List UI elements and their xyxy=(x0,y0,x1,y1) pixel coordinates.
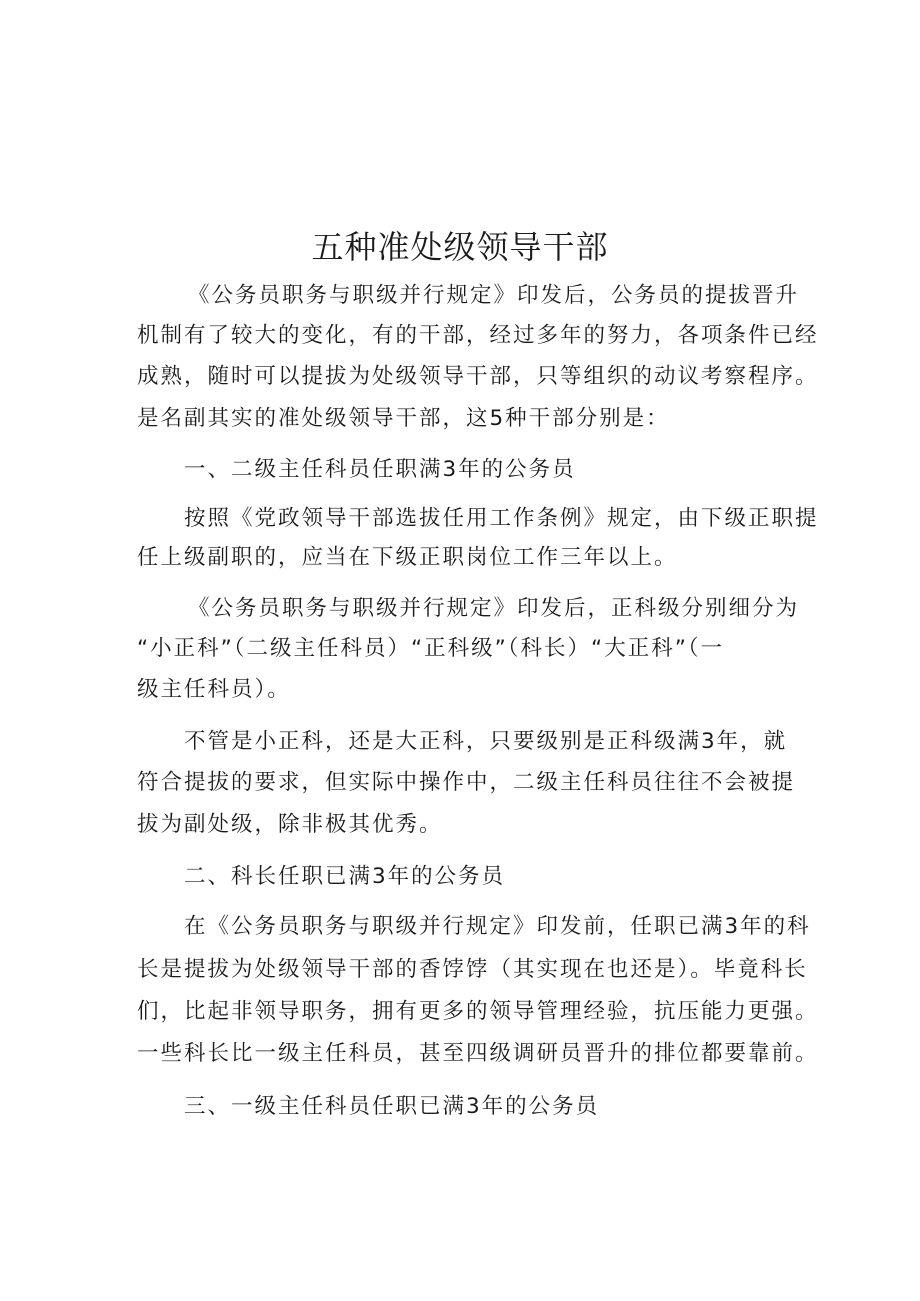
paragraph-line: 长是提拔为处级领导干部的香饽饽（其实现在也还是）。毕竟科长 xyxy=(137,957,808,982)
paragraph-line: 们，比起非领导职务，拥有更多的领导管理经验，抗压能力更强。 xyxy=(137,999,819,1024)
paragraph-line: 成熟，随时可以提拔为处级领导干部，只等组织的动议考察程序。 xyxy=(137,364,819,389)
paragraph-line: 拔为副处级，除非极其优秀。 xyxy=(137,812,443,837)
section-heading: 二、科长任职已满3年的公务员 xyxy=(184,864,506,889)
paragraph-line: 是名副其实的准处级领导干部，这5种干部分别是： xyxy=(137,406,670,431)
paragraph-line: 不管是小正科，还是大正科，只要级别是正科级满3年，就 xyxy=(184,729,788,754)
paragraph-line: 按照《党政领导干部选拔任用工作条例》规定，由下级正职提 xyxy=(184,506,819,531)
paragraph-line: 一些科长比一级主任科员，甚至四级调研员晋升的排位都要靠前。 xyxy=(137,1041,819,1066)
section-heading: 三、一级主任科员任职已满3年的公务员 xyxy=(184,1094,600,1119)
paragraph-line: 符合提拔的要求，但实际中操作中，二级主任科员往往不会被提 xyxy=(137,770,796,795)
paragraph-line: 任上级副职的，应当在下级正职岗位工作三年以上。 xyxy=(137,545,678,570)
paragraph-line: 级主任科员）。 xyxy=(137,677,291,702)
document-title: 五种准处级领导干部 xyxy=(311,228,609,266)
section-heading: 一、二级主任科员任职满3年的公务员 xyxy=(184,457,576,482)
paragraph-line: 在《公务员职务与职级并行规定》印发前，任职已满3年的科 xyxy=(184,914,811,939)
paragraph-line: 《公务员职务与职级并行规定》印发后，正科级分别细分为 xyxy=(188,596,800,621)
paragraph-line: 《公务员职务与职级并行规定》印发后，公务员的提拔晋升 xyxy=(188,283,800,308)
paragraph-line: “小正科”（二级主任科员）“正科级”（科长）“大正科”（一 xyxy=(137,636,725,661)
paragraph-line: 机制有了较大的变化，有的干部，经过多年的努力，各项条件已经 xyxy=(137,323,819,348)
